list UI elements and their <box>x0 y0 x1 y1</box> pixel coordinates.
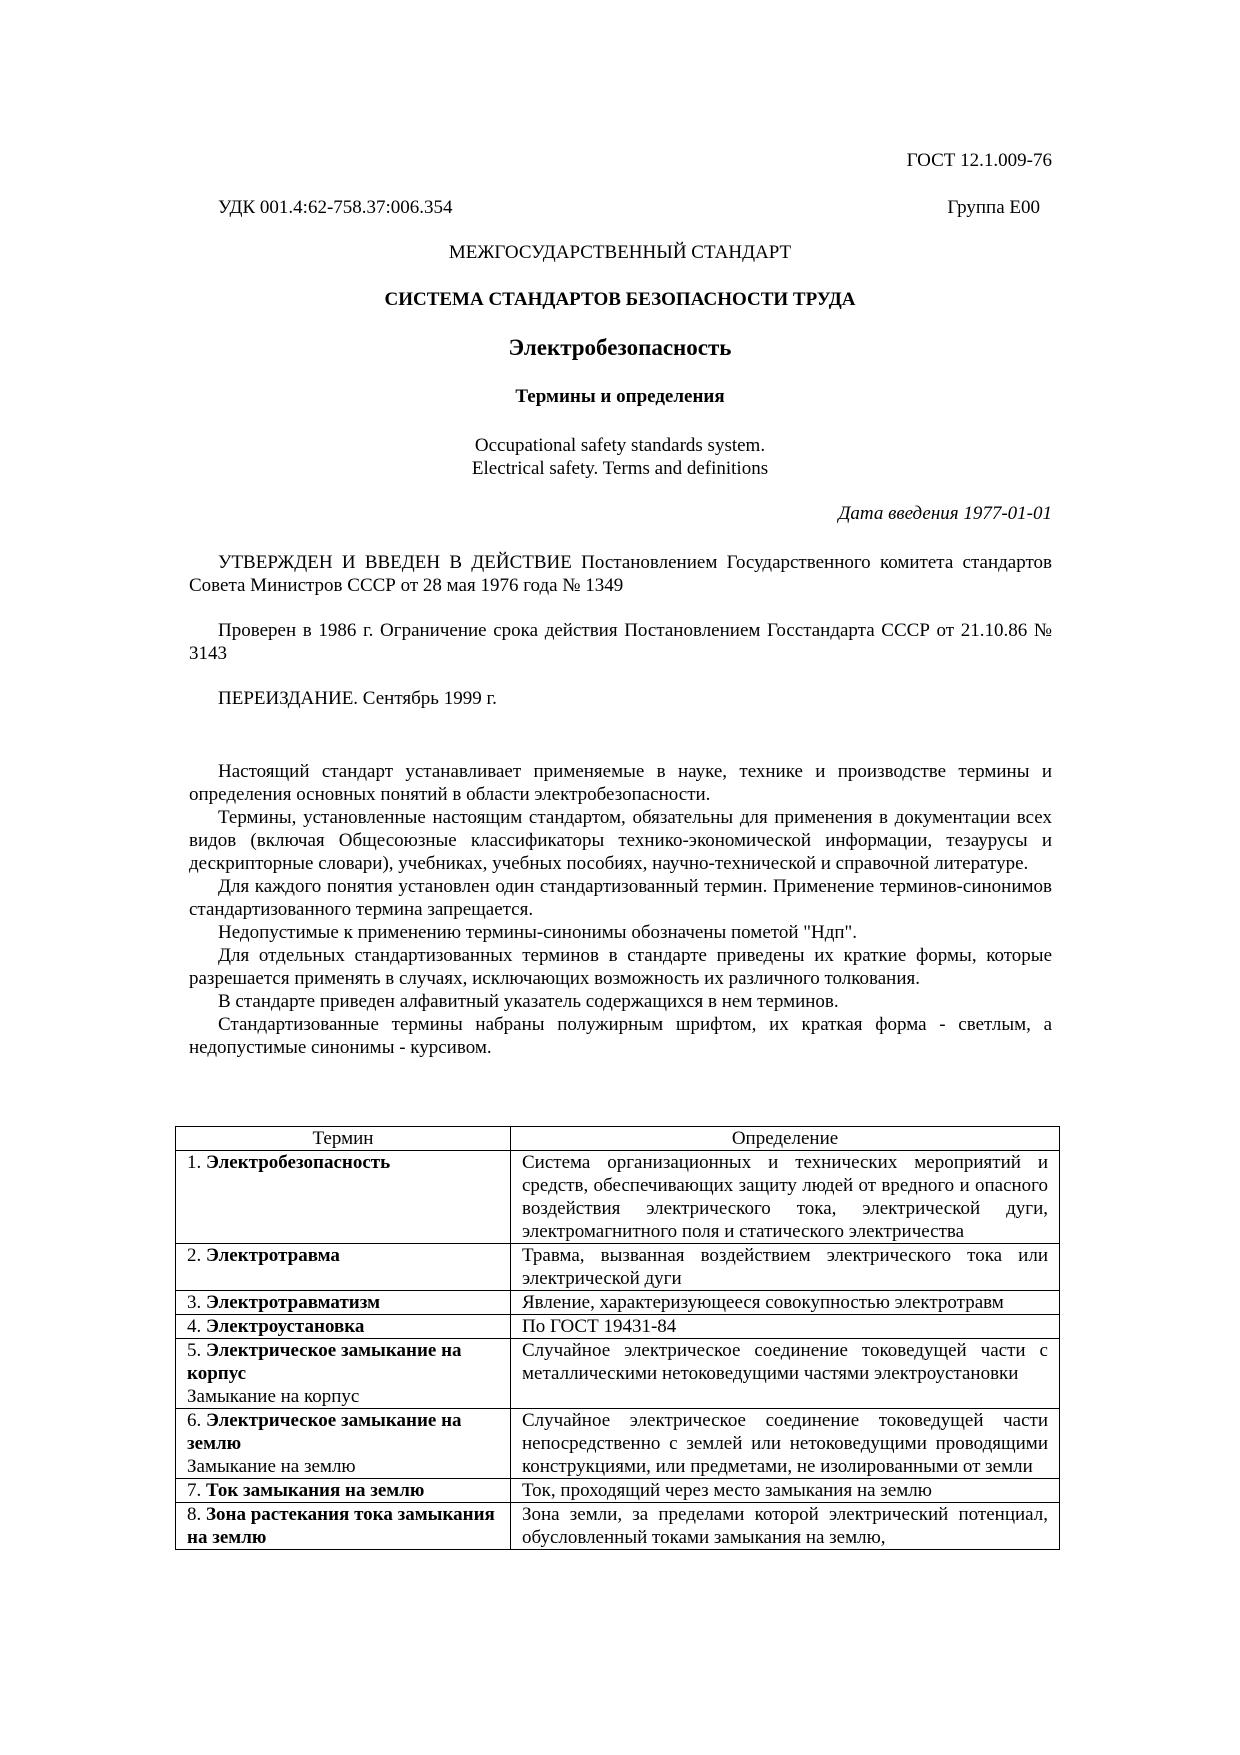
term-number: 4. <box>187 1316 202 1337</box>
checked-paragraph: Проверен в 1986 г. Ограничение срока действия Постановлением Госстандарта СССР от 21.10.86 № 3143 <box>189 620 1052 664</box>
term-name: Электротравма <box>206 1245 340 1266</box>
term-cell <box>176 1315 511 1339</box>
table-row <box>176 1409 1060 1479</box>
term-number: 5. <box>187 1340 202 1361</box>
page-title: Электробезопасность <box>508 335 732 360</box>
definition-cell: Случайное электрическое соединение токоведущей части с металлическими нетоковедущими частями электроустановки <box>511 1339 1060 1409</box>
term-name: Электротравматизм <box>206 1292 381 1313</box>
interstate-standard-label: МЕЖГОСУДАРСТВЕННЫЙ СТАНДАРТ <box>448 242 792 263</box>
definition-cell: Ток, проходящий через место замыкания на землю <box>511 1479 1060 1503</box>
intro-section <box>189 760 1052 1059</box>
english-title-line-1: Occupational safety standards system. <box>474 435 766 456</box>
intro-paragraph: Настоящий стандарт устанавливает применяемые в науке, технике и производстве термины и определения основных понятий в области электробезопасности. <box>189 761 1052 805</box>
definition-cell: Случайное электрическое соединение токоведущей части непосредственно с землей или нетоковедущими проводящими конструкциями, или предметами, не изолированными от земли <box>511 1409 1060 1479</box>
term-cell <box>176 1244 511 1291</box>
table-row <box>176 1503 1060 1550</box>
intro-paragraph: Для каждого понятия установлен один стандартизованный термин. Применение терминов-синонимов стандартизованного термина запрещается. <box>189 876 1052 920</box>
table-row <box>176 1339 1060 1409</box>
introduction-date: Дата введения 1977-01-01 <box>838 503 1052 524</box>
term-cell <box>176 1151 511 1244</box>
term-short-form: Замыкание на корпус <box>187 1386 360 1407</box>
standards-system-title: СИСТЕМА СТАНДАРТОВ БЕЗОПАСНОСТИ ТРУДА <box>384 289 856 310</box>
term-number: 6. <box>187 1410 202 1431</box>
term-cell <box>176 1291 511 1315</box>
table-row <box>176 1315 1060 1339</box>
term-number: 7. <box>187 1480 202 1501</box>
definition-cell: Травма, вызванная воздействием электрического тока или электрической дуги <box>511 1244 1060 1291</box>
term-name: Электрическое замыкание на корпус <box>187 1340 462 1384</box>
reissue-paragraph: ПЕРЕИЗДАНИЕ. Сентябрь 1999 г. <box>218 688 497 709</box>
intro-paragraph: В стандарте приведен алфавитный указатель содержащихся в нем терминов. <box>218 991 839 1012</box>
table-row <box>176 1244 1060 1291</box>
term-name: Электрическое замыкание на землю <box>187 1410 462 1454</box>
term-cell <box>176 1479 511 1503</box>
term-column-header: Термин <box>176 1127 511 1151</box>
definition-cell: Зона земли, за пределами которой электрический потенциал, обусловленный токами замыкания на землю, <box>511 1503 1060 1550</box>
term-name: Электроустановка <box>206 1316 365 1337</box>
table-row <box>176 1151 1060 1244</box>
term-name: Электробезопасность <box>206 1152 391 1173</box>
definition-cell: Система организационных и технических мероприятий и средств, обеспечивающих защиту людей от вредного и опасного воздействия электрического тока, электрической дуги, электромагнитного поля и статического электричества <box>511 1151 1060 1244</box>
term-number: 3. <box>187 1292 202 1313</box>
term-name: Ток замыкания на землю <box>206 1480 425 1501</box>
definition-cell: По ГОСТ 19431-84 <box>511 1315 1060 1339</box>
intro-paragraph: Термины, установленные настоящим стандартом, обязательны для применения в документации всех видов (включая Общесоюзные классификаторы технико-экономической информации, тезаурусы и дескрипторные словари), учебниках, учебных пособиях, научно-технической и справочной литературе. <box>189 807 1052 874</box>
group-code: Группа Е00 <box>947 197 1040 218</box>
term-number: 2. <box>187 1245 202 1266</box>
intro-paragraph: Для отдельных стандартизованных терминов в стандарте приведены их краткие формы, которые разрешается применять в случаях, исключающих возможность их различного толкования. <box>189 945 1052 989</box>
table-row <box>176 1291 1060 1315</box>
term-cell <box>176 1339 511 1409</box>
page-subtitle: Термины и определения <box>515 386 725 407</box>
intro-paragraph: Стандартизованные термины набраны полужирным шрифтом, их краткая форма - светлым, а недопустимые синонимы - курсивом. <box>189 1014 1052 1058</box>
approval-paragraph: УТВЕРЖДЕН И ВВЕДЕН В ДЕЙСТВИЕ Постановлением Государственного комитета стандартов Совета Министров СССР от 28 мая 1976 года № 1349 <box>189 552 1052 596</box>
intro-paragraph: Недопустимые к применению термины-синонимы обозначены пометой "Ндп". <box>218 922 858 943</box>
term-short-form: Замыкание на землю <box>187 1456 356 1477</box>
definition-column-header: Определение <box>511 1127 1060 1151</box>
term-number: 8. <box>187 1504 202 1525</box>
terms-table <box>175 1126 1060 1550</box>
term-cell <box>176 1409 511 1479</box>
gost-number: ГОСТ 12.1.009-76 <box>906 150 1052 171</box>
udk-code: УДК 001.4:62-758.37:006.354 <box>218 197 453 218</box>
definition-cell: Явление, характеризующееся совокупностью электротравм <box>511 1291 1060 1315</box>
term-cell <box>176 1503 511 1550</box>
table-row <box>176 1479 1060 1503</box>
english-title-line-2: Electrical safety. Terms and definitions <box>471 458 769 479</box>
term-name: Зона растекания тока замыкания на землю <box>187 1504 495 1548</box>
term-number: 1. <box>187 1152 202 1173</box>
table-header-row <box>176 1127 1060 1151</box>
